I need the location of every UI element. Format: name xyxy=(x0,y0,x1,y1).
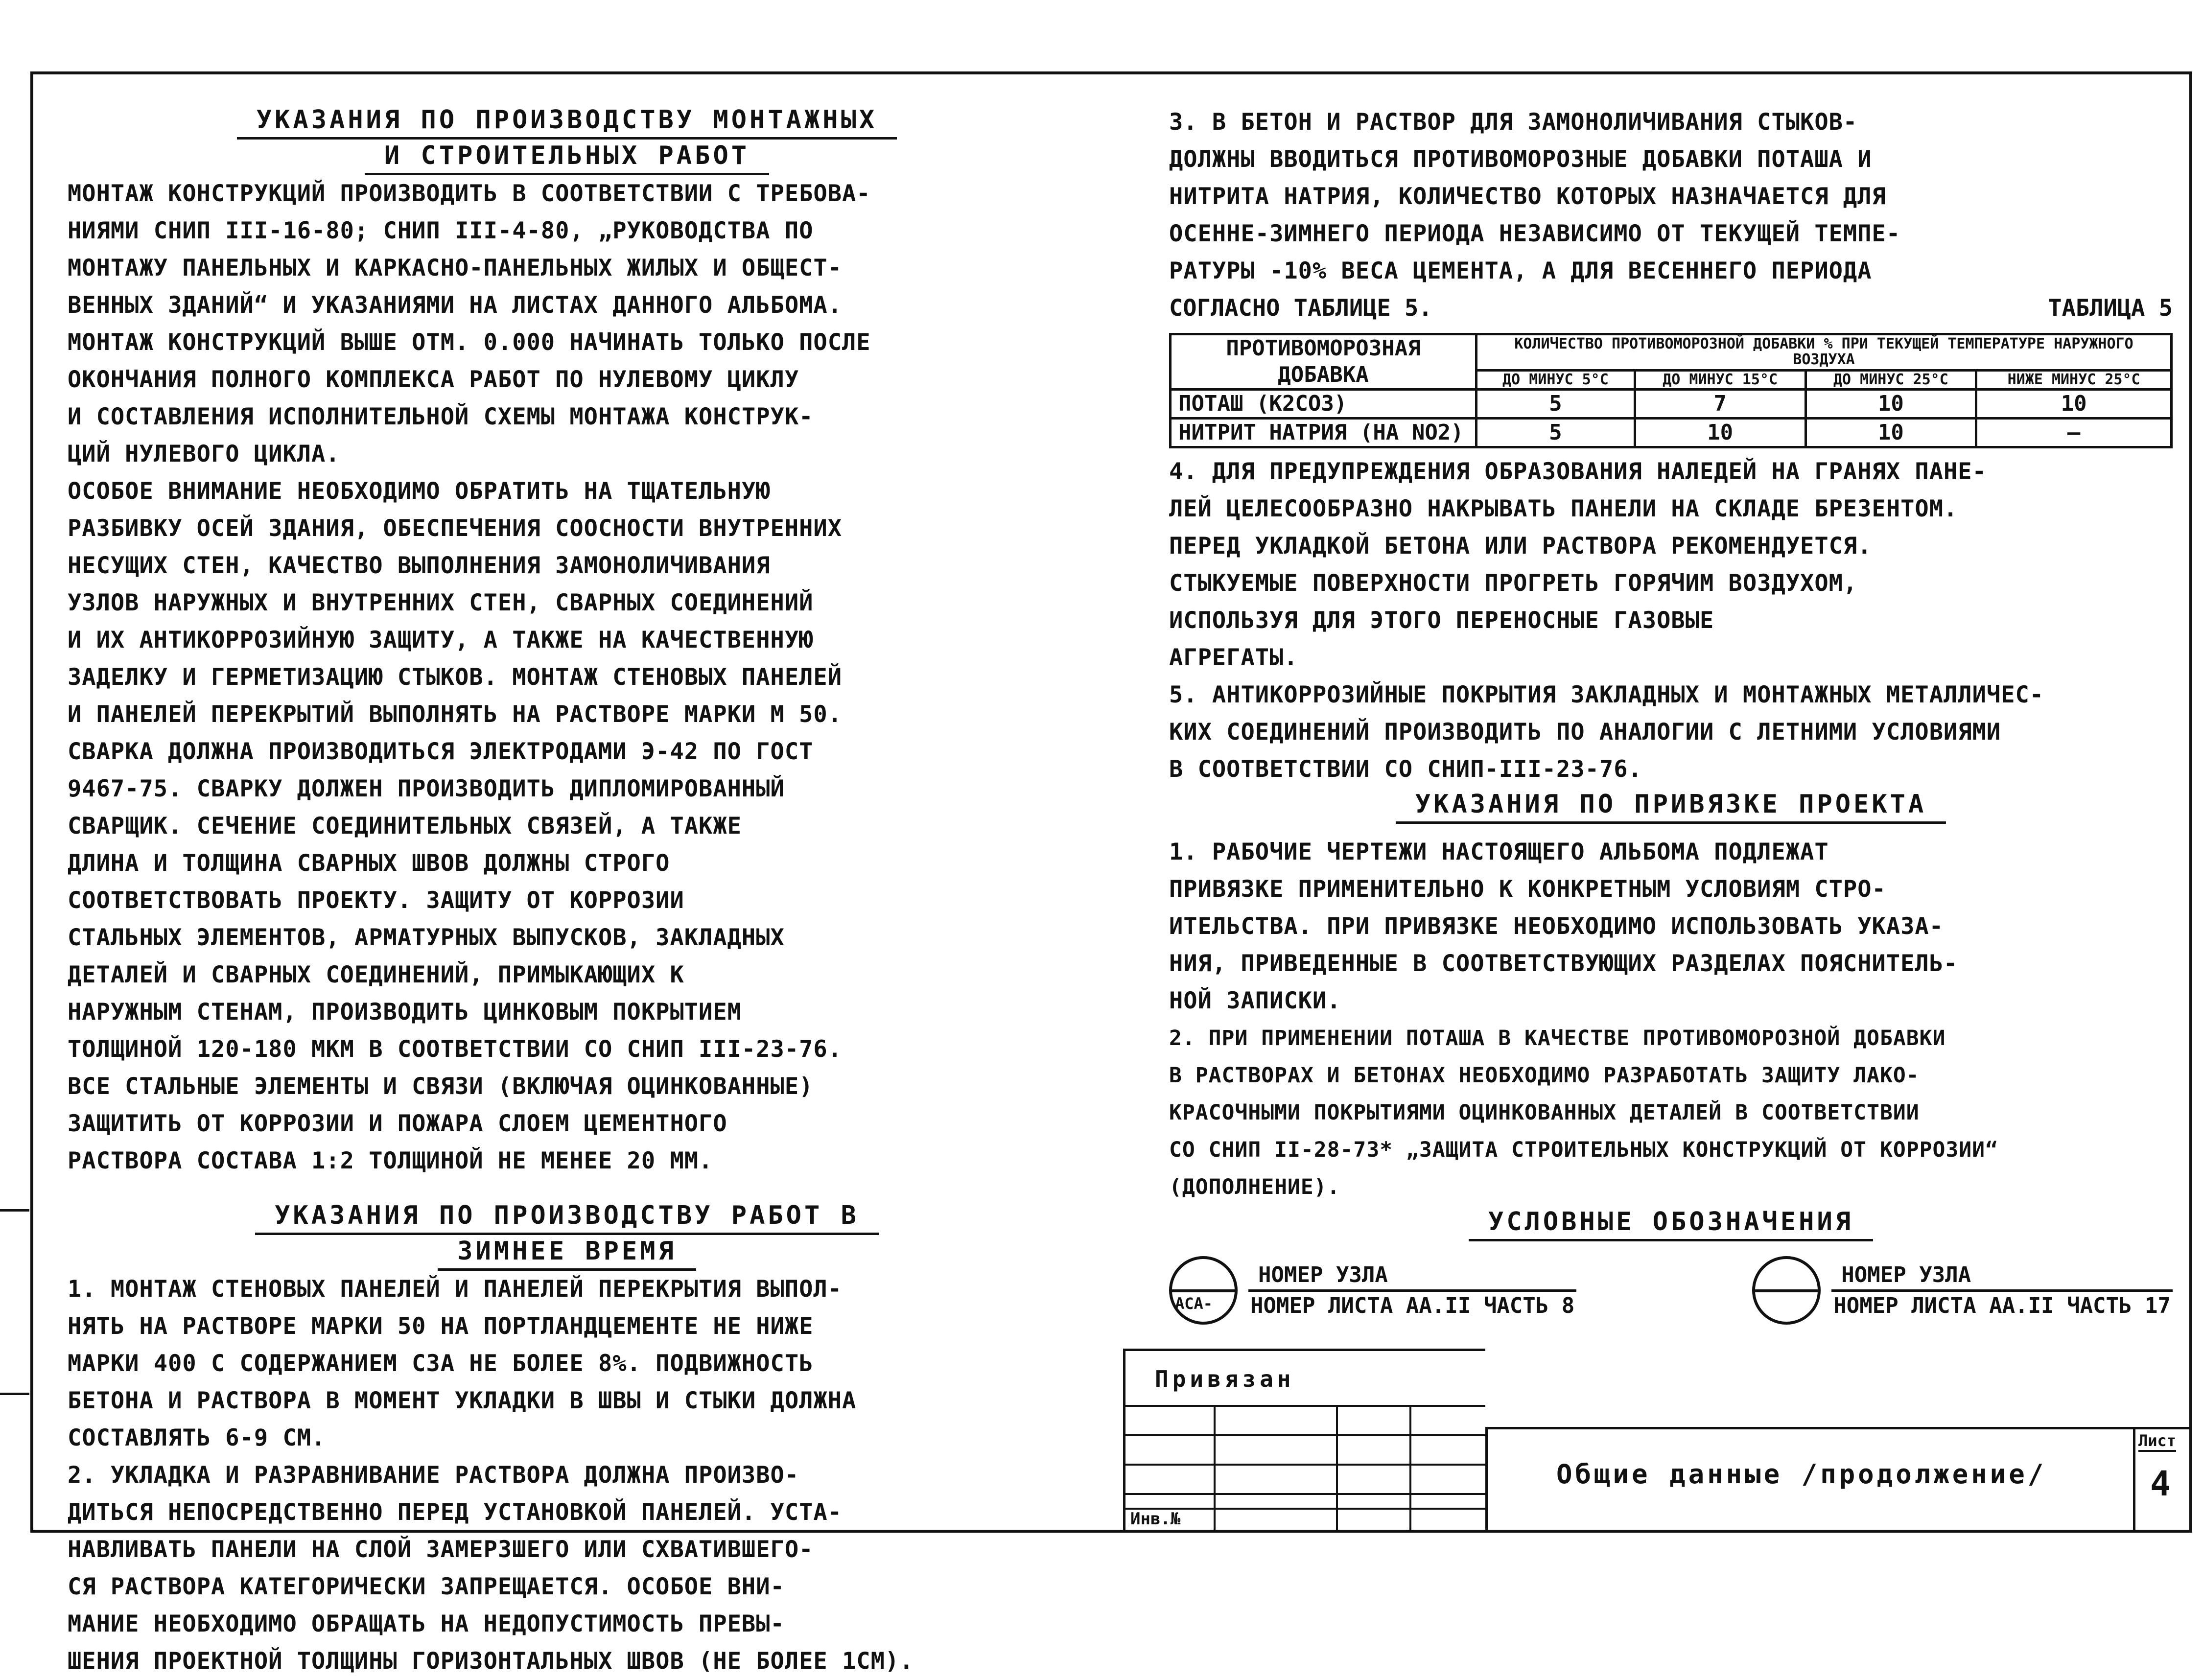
winter-item-3-end: СОГЛАСНО ТАБЛИЦЕ 5. xyxy=(1169,295,1432,322)
winter-item-4: 4. ДЛЯ ПРЕДУПРЕЖДЕНИЯ ОБРАЗОВАНИЯ НАЛЕДЕЙ НА ГРАНЯХ ПАНЕ- ЛЕЙ ЦЕЛЕСООБРАЗНО НАКРЫВАТЬ ПАНЕЛИ НА СКЛАДЕ БРЕЗЕНТОМ. ПЕРЕД УКЛАДКОЙ БЕТОНА ИЛИ РАСТВОРА РЕКОМЕНДУЕТСЯ. СТЫКУЕМЫЕ ПОВЕРХНОСТИ ПРОГРЕТЬ ГОРЯЧИМ ВОЗДУХОМ, ИСПОЛЬЗУЯ ДЛЯ ЭТОГО ПЕРЕНОСНЫЕ ГАЗОВЫЕ АГРЕГАТЫ. xyxy=(1169,458,1987,671)
binding-item-2: 2. ПРИ ПРИМЕНЕНИИ ПОТАША В КАЧЕСТВЕ ПРОТИВОМОРОЗНОЙ ДОБАВКИ В РАСТВОРАХ И БЕТОНАХ НЕОБХОДИМО РАЗРАБОТАТЬ ЗАЩИТУ ЛАКО- КРАСОЧНЫМИ ПОКРЫТИЯМИ ОЦИНКОВАННЫХ ДЕТАЛЕЙ В СООТВЕТСТВИИ СО СНИП II-28-73* „ЗАЩИТА СТРОИТЕЛЬНЫХ КОНСТРУКЦИЙ ОТ КОРРОЗИИ“ (ДОПОЛНЕНИЕ). xyxy=(1169,1026,1998,1199)
table-label: ТАБЛИЦА 5 xyxy=(2048,295,2173,322)
additive-table xyxy=(1169,333,2173,448)
winter-item-1: 1. МОНТАЖ СТЕНОВЫХ ПАНЕЛЕЙ И ПАНЕЛЕЙ ПЕРЕКРЫТИЯ ВЫПОЛ- НЯТЬ НА РАСТВОРЕ МАРКИ 50 НА ПОРТЛАНДЦЕМЕНТЕ НЕ НИЖЕ МАРКИ 400 С СОДЕРЖАНИЕМ C3A НЕ БОЛЕЕ 8%. ПОДВИЖНОСТЬ БЕТОНА И РАСТВОРА В МОМЕНТ УКЛАДКИ В ШВЫ И СТЫКИ ДОЛЖНА СОСТАВЛЯТЬ 6-9 СМ. xyxy=(68,1276,857,1451)
table-sub-head: НИЖЕ МИНУС 25°С xyxy=(1976,370,2172,389)
table-group-head: КОЛИЧЕСТВО ПРОТИВОМОРОЗНОЙ ДОБАВКИ % ПРИ ТЕКУЩЕЙ ТЕМПЕРАТУРЕ НАРУЖНОГО ВОЗДУХА xyxy=(1476,334,2172,371)
section-title-winter: УКАЗАНИЯ ПО ПРОИЗВОДСТВУ РАБОТ В ЗИМНЕЕ ВРЕМЯ xyxy=(68,1199,1066,1271)
installation-paragraph-2: ОСОБОЕ ВНИМАНИЕ НЕОБХОДИМО ОБРАТИТЬ НА ТЩАТЕЛЬНУЮ РАЗБИВКУ ОСЕЙ ЗДАНИЯ, ОБЕСПЕЧЕНИЯ СООСНОСТИ ВНУТРЕННИХ НЕСУЩИХ СТЕН, КАЧЕСТВО ВЫПОЛНЕНИЯ ЗАМОНОЛИЧИВАНИЯ УЗЛОВ НАРУЖНЫХ И ВНУТРЕННИХ СТЕН, СВАРНЫХ СОЕДИНЕНИЙ И ИХ АНТИКОРРОЗИЙНУЮ ЗАЩИТУ, А ТАКЖЕ НА КАЧЕСТВЕННУЮ ЗАДЕЛКУ И ГЕРМЕТИЗАЦИЮ СТЫКОВ. МОНТАЖ СТЕНОВЫХ ПАНЕЛЕЙ И ПАНЕЛЕЙ ПЕРЕКРЫТИЙ ВЫПОЛНЯТЬ НА РАСТВОРЕ МАРКИ М 50. xyxy=(68,478,843,728)
node-marker-icon xyxy=(1752,1256,1821,1325)
left-column xyxy=(68,104,1066,1680)
doc-name-cell xyxy=(1485,1427,2189,1530)
right-column xyxy=(1169,104,2173,1325)
winter-item-2: 2. УКЛАДКА И РАЗРАВНИВАНИЕ РАСТВОРА ДОЛЖНА ПРОИЗВО- ДИТЬСЯ НЕПОСРЕДСТВЕННО ПЕРЕД УСТАНОВКОЙ ПАНЕЛЕЙ. УСТА- НАВЛИВАТЬ ПАНЕЛИ НА СЛОЙ ЗАМЕРЗШЕГО ИЛИ СХВАТИВШЕГО- СЯ РАСТВОРА КАТЕГОРИЧЕСКИ ЗАПРЕЩАЕТСЯ. ОСОБОЕ ВНИ- МАНИЕ НЕОБХОДИМО ОБРАЩАТЬ НА НЕДОПУСТИМОСТЬ ПРЕВЫ- ШЕНИЯ ПРОЕКТНОЙ ТОЛЩИНЫ ГОРИЗОНТАЛЬНЫХ ШВОВ (НЕ БОЛЕЕ 1СМ). xyxy=(68,1462,914,1675)
margin-tick xyxy=(0,1393,29,1395)
legend-item: НОМЕР УЗЛА НОМЕР ЛИСТА АА.II ЧАСТЬ 17 xyxy=(1752,1256,2173,1325)
legend-title: УСЛОВНЫЕ ОБОЗНАЧЕНИЯ xyxy=(1169,1206,2173,1241)
legend xyxy=(1169,1256,2173,1325)
approval-grid xyxy=(1123,1349,1485,1530)
margin-tick xyxy=(0,1209,29,1212)
drawing-sheet xyxy=(30,71,2192,1675)
table-sub-head: ДО МИНУС 5°С xyxy=(1476,370,1635,389)
installation-paragraph-1: МОНТАЖ КОНСТРУКЦИЙ ПРОИЗВОДИТЬ В СООТВЕТСТВИИ С ТРЕБОВА- НИЯМИ СНИП III-16-80; СНИП III-4-80, „РУКОВОДСТВА ПО МОНТАЖУ ПАНЕЛЬНЫХ И КАРКАСНО-ПАНЕЛЬНЫХ ЖИЛЫХ И ОБЩЕСТ- ВЕННЫХ ЗДАНИЙ“ И УКАЗАНИЯМИ НА ЛИСТАХ ДАННОГО АЛЬБОМА. МОНТАЖ КОНСТРУКЦИЙ ВЫШЕ ОТМ. 0.000 НАЧИНАТЬ ТОЛЬКО ПОСЛЕ ОКОНЧАНИЯ ПОЛНОГО КОМПЛЕКСА РАБОТ ПО НУЛЕВОМУ ЦИКЛУ И СОСТАВЛЕНИЯ ИСПОЛНИТЕЛЬНОЙ СХЕМЫ МОНТАЖА КОНСТРУК- ЦИЙ НУЛЕВОГО ЦИКЛА. xyxy=(68,180,871,467)
winter-item-3: 3. В БЕТОН И РАСТВОР ДЛЯ ЗАМОНОЛИЧИВАНИЯ СТЫКОВ- ДОЛЖНЫ ВВОДИТЬСЯ ПРОТИВОМОРОЗНЫЕ ДОБАВКИ ПОТАША И НИТРИТА НАТРИЯ, КОЛИЧЕСТВО КОТОРЫХ НАЗНАЧАЕТСЯ ДЛЯ ОСЕННЕ-ЗИМНЕГО ПЕРИОДА НЕЗАВИСИМО ОТ ТЕКУЩЕЙ ТЕМПЕ- РАТУРЫ -10% ВЕСА ЦЕМЕНТА, А ДЛЯ ВЕСЕННЕГО ПЕРИОДА xyxy=(1169,109,1901,284)
document-name: Общие данные /продолжение/ xyxy=(1556,1459,2047,1490)
winter-item-5: 5. АНТИКОРРОЗИЙНЫЕ ПОКРЫТИЯ ЗАКЛАДНЫХ И МОНТАЖНЫХ МЕТАЛЛИЧЕС- КИХ СОЕДИНЕНИЙ ПРОИЗВОДИТЬ ПО АНАЛОГИИ С ЛЕТНИМИ УСЛОВИЯМИ В СООТВЕТСТВИИ СО СНИП-III-23-76. xyxy=(1169,681,2044,783)
sheet-number-box: Лист 4 xyxy=(2133,1429,2189,1530)
table-sub-head: ДО МИНУС 25°С xyxy=(1805,370,1976,389)
title-block xyxy=(1123,1349,2189,1530)
inventory-label: Инв.№ xyxy=(1130,1509,1181,1529)
table-sub-head: ДО МИНУС 15°С xyxy=(1635,370,1805,389)
table-col-head: ПРОТИВОМОРОЗНАЯ ДОБАВКА xyxy=(1171,334,1476,390)
installation-paragraph-3: СВАРКА ДОЛЖНА ПРОИЗВОДИТЬСЯ ЭЛЕКТРОДАМИ Э-42 ПО ГОСТ 9467-75. СВАРКУ ДОЛЖЕН ПРОИЗВОДИТЬ ДИПЛОМИРОВАННЫЙ СВАРЩИК. СЕЧЕНИЕ СОЕДИНИТЕЛЬНЫХ СВЯЗЕЙ, А ТАКЖЕ ДЛИНА И ТОЛЩИНА СВАРНЫХ ШВОВ ДОЛЖНЫ СТРОГО СООТВЕТСТВОВАТЬ ПРОЕКТУ. ЗАЩИТУ ОТ КОРРОЗИИ СТАЛЬНЫХ ЭЛЕМЕНТОВ, АРМАТУРНЫХ ВЫПУСКОВ, ЗАКЛАДНЫХ ДЕТАЛЕЙ И СВАРНЫХ СОЕДИНЕНИЙ, ПРИМЫКАЮЩИХ К НАРУЖНЫМ СТЕНАМ, ПРОИЗВОДИТЬ ЦИНКОВЫМ ПОКРЫТИЕМ ТОЛЩИНОЙ 120-180 МКМ В СООТВЕТСТВИИ СО СНИП III-23-76. ВСЕ СТАЛЬНЫЕ ЭЛЕМЕНТЫ И СВЯЗИ (ВКЛЮЧАЯ ОЦИНКОВАННЫЕ) ЗАЩИТИТЬ ОТ КОРРОЗИИ И ПОЖАРА СЛОЕМ ЦЕМЕНТНОГО РАСТВОРА СОСТАВА 1:2 ТОЛЩИНОЙ НЕ МЕНЕЕ 20 ММ. xyxy=(68,738,843,1174)
legend-item: АСА- НОМЕР УЗЛА НОМЕР ЛИСТА АА.II ЧАСТЬ 8 xyxy=(1169,1256,1576,1325)
section-title-binding: УКАЗАНИЯ ПО ПРИВЯЗКЕ ПРОЕКТА xyxy=(1169,788,2173,824)
binding-item-1: 1. РАБОЧИЕ ЧЕРТЕЖИ НАСТОЯЩЕГО АЛЬБОМА ПОДЛЕЖАТ ПРИВЯЗКЕ ПРИМЕНИТЕЛЬНО К КОНКРЕТНЫМ УСЛОВИЯМ СТРО- ИТЕЛЬСТВА. ПРИ ПРИВЯЗКЕ НЕОБХОДИМО ИСПОЛЬЗОВАТЬ УКАЗА- НИЯ, ПРИВЕДЕННЫЕ В СООТВЕТСТВУЮЩИХ РАЗДЕЛАХ ПОЯСНИТЕЛЬ- НОЙ ЗАПИСКИ. xyxy=(1169,839,1958,1014)
stamp-title: Привязан xyxy=(1155,1366,1295,1392)
sheet-number: 4 xyxy=(2150,1464,2171,1504)
section-title-installation: УКАЗАНИЯ ПО ПРОИЗВОДСТВУ МОНТАЖНЫХ И СТРОИТЕЛЬНЫХ РАБОТ xyxy=(68,104,1066,175)
table-row: ПОТАШ (K2CO3) 5 7 10 10 xyxy=(1171,390,2172,419)
table-row: НИТРИТ НАТРИЯ (НА NO2) 5 10 10 — xyxy=(1171,419,2172,447)
node-marker-icon: АСА- xyxy=(1169,1256,1238,1325)
